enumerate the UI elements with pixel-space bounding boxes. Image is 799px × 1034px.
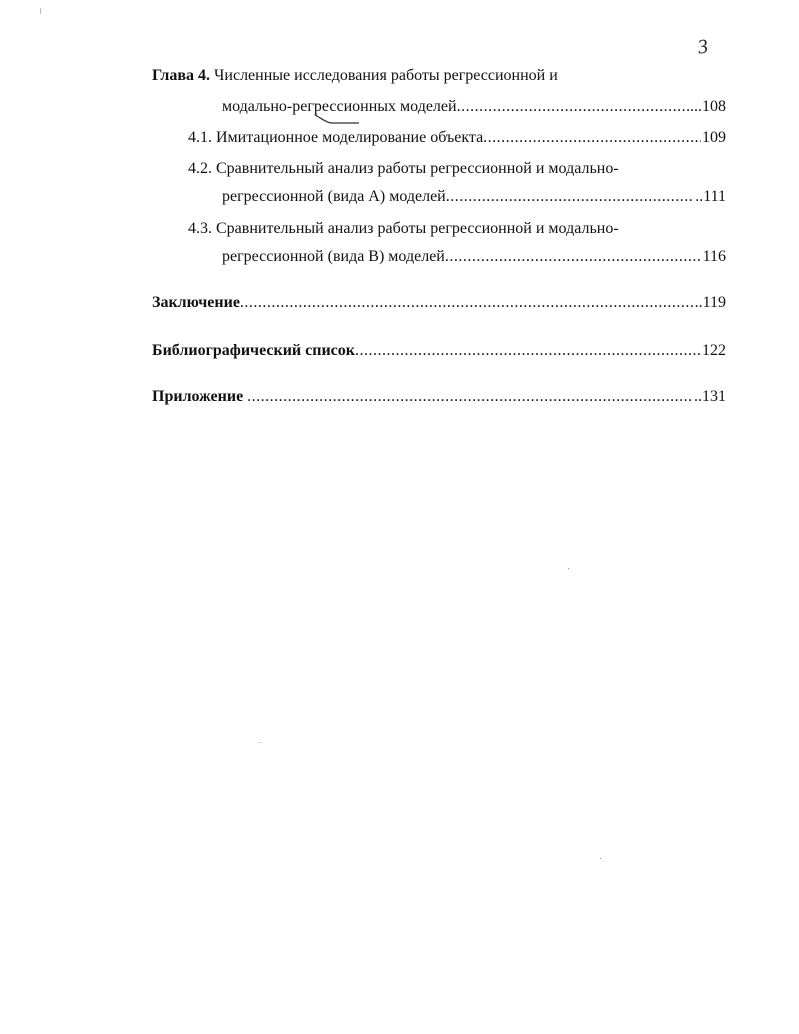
toc-leader-dots — [445, 247, 702, 267]
toc-section-4-3[interactable] — [222, 247, 726, 267]
toc-conclusion[interactable] — [152, 293, 726, 313]
toc-leader-dots — [457, 97, 689, 117]
toc-appendix-title: Приложение — [152, 388, 244, 405]
toc-conclusion-page: ..119 — [694, 294, 726, 311]
scan-speck — [260, 742, 261, 743]
toc-bibliography[interactable] — [152, 341, 726, 361]
toc-section-4-3-page: 116 — [702, 248, 726, 265]
scan-speck — [40, 8, 41, 14]
toc-section-4-1[interactable] — [188, 128, 726, 148]
toc-section-4-2-page: ..111 — [695, 188, 726, 205]
toc-chapter4-title-line2: модально-регрессионных моделей — [222, 98, 457, 115]
toc-leader-dots — [240, 293, 694, 313]
toc-chapter4-label: Глава 4. — [152, 67, 210, 84]
toc-chapter4-entry[interactable] — [222, 97, 726, 117]
toc-conclusion-title: Заключение — [152, 294, 240, 311]
toc-leader-dots — [355, 341, 701, 361]
toc-bibliography-page: 122 — [702, 342, 726, 359]
toc-section-4-2-title-line2: регрессионной (вида А) моделей — [222, 188, 446, 205]
toc-section-4-1-title: 4.1. Имитационное моделирование объекта — [188, 129, 484, 146]
scan-speck — [600, 858, 601, 859]
toc-section-4-3-title-line1: 4.3. Сравнительный анализ работы регрессионной и модально- — [188, 220, 619, 237]
toc-leader-dots — [446, 187, 694, 207]
toc-chapter4-heading — [152, 66, 726, 86]
toc-section-4-2-title-line1: 4.2. Сравнительный анализ работы регрессионной и модально- — [188, 160, 619, 177]
toc-chapter4-title-line1: Численные исследования работы регрессионной и — [214, 67, 558, 84]
handwritten-correction-mark — [313, 112, 363, 126]
toc-bibliography-title: Библиографический список — [152, 342, 355, 359]
toc-appendix[interactable] — [152, 387, 726, 407]
toc-leader-dots — [483, 128, 701, 148]
handwritten-page-number: 3 — [696, 35, 710, 59]
toc-chapter4-page: ...108 — [690, 98, 726, 115]
scan-speck — [568, 568, 569, 569]
toc-section-4-1-page: 109 — [702, 129, 726, 146]
toc-leader-dots — [247, 387, 693, 407]
toc-section-4-2[interactable] — [222, 187, 726, 207]
toc-section-4-3-title-line2: регрессионной (вида В) моделей — [222, 248, 445, 265]
toc-section-4-3-heading — [188, 219, 726, 239]
toc-section-4-2-heading — [188, 159, 726, 179]
toc-appendix-page: ..131 — [694, 388, 726, 405]
